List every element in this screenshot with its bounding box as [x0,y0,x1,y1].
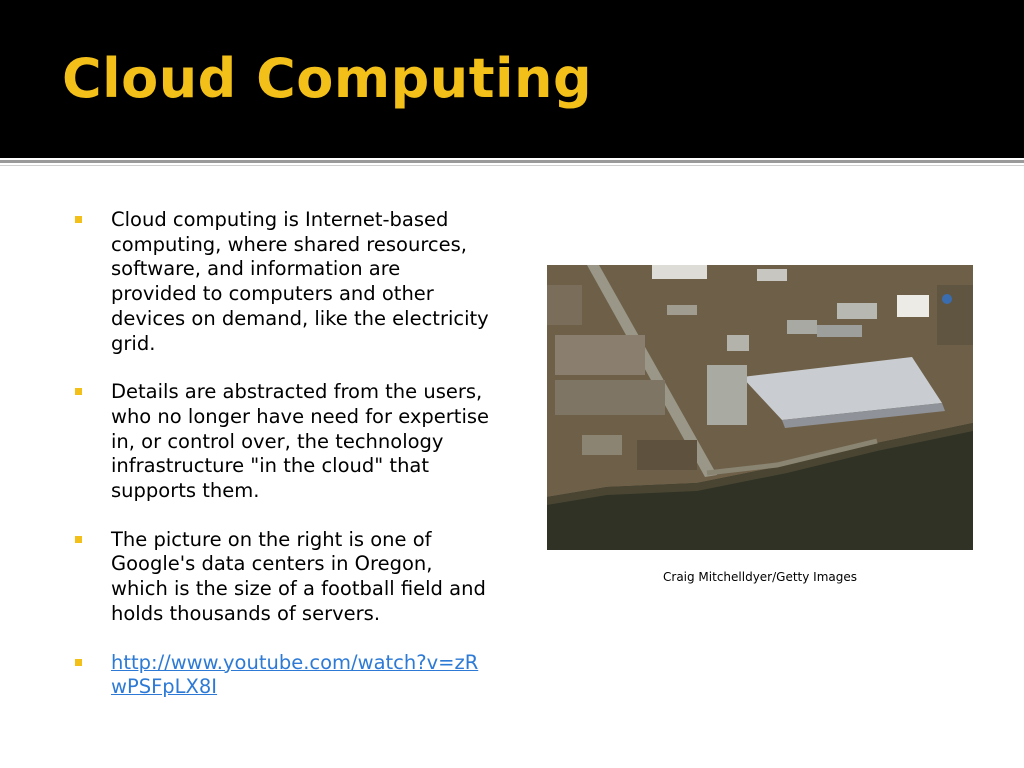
divider-line-thin [0,165,1024,166]
bullet-item [75,528,490,627]
bullet-square-icon [75,536,82,543]
data-center-aerial-photo [547,265,973,550]
bullet-list [75,208,490,724]
bullet-square-icon [75,388,82,395]
bullet-text: Details are abstracted from the users, who no longer have need for expertise in, or control over, the technology infrastructure "in the cloud" that supports them. [111,380,490,503]
bullet-text: Cloud computing is Internet-based computing, where shared resources, software, and information are provided to computers and other devices on demand, like the electricity grid. [111,208,489,355]
bullet-text: The picture on the right is one of Google's data centers in Oregon, which is the size of a football field and holds thousands of servers. [111,527,486,625]
photo-caption: Craig Mitchelldyer/Getty Images [663,570,857,584]
divider-line [0,160,1024,163]
bullet-square-icon [75,216,82,223]
title-bar [0,0,1024,158]
bullet-item-link [75,651,490,700]
bullet-square-icon [75,659,82,666]
youtube-link[interactable]: http://www.youtube.com/watch?v=zRwPSFpLX8I [111,650,479,699]
slide-title: Cloud Computing [62,47,593,110]
bullet-item [75,380,490,504]
bullet-item [75,208,490,356]
